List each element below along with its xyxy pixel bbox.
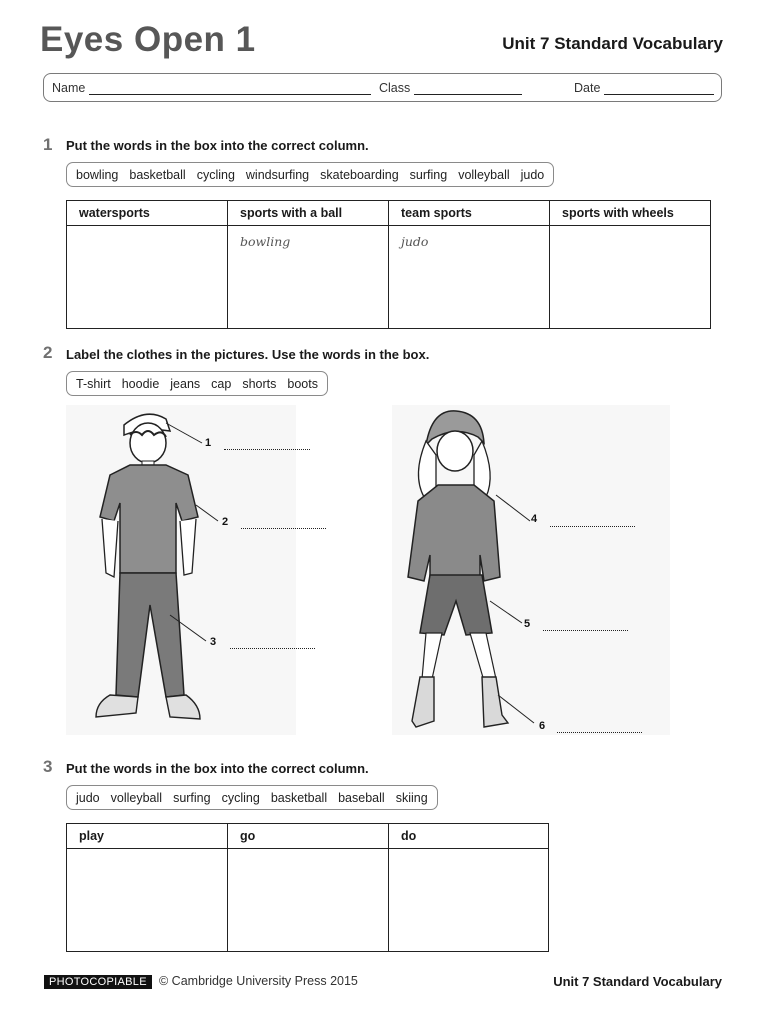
date-field[interactable] [574,81,714,95]
word: basketball [270,790,328,805]
name-field[interactable] [52,81,371,95]
exercise2-number: 2 [43,343,53,362]
girl-illustration [392,405,670,735]
word: basketball [129,167,186,182]
word: cycling [221,790,260,805]
answer-line[interactable] [230,647,315,649]
book-title: Eyes Open 1 [40,20,256,59]
word: windsurfing [245,167,310,182]
example-answer: judo [401,234,429,249]
column-header: watersports [67,201,228,226]
photocopiable-badge: PHOTOCOPIABLE [44,975,152,989]
answer-line[interactable] [241,527,326,529]
word: T-shirt [76,376,111,391]
column-header: play [67,824,228,849]
date-line[interactable] [604,82,714,95]
exercise3-table [66,823,549,952]
word: hoodie [121,376,160,391]
word: skiing [395,790,428,805]
answer-line[interactable] [224,448,310,450]
word: surfing [409,167,448,182]
word: shorts [242,376,277,391]
example-answer: bowling [240,234,291,249]
column-header: sports with wheels [550,201,711,226]
word: judo [76,790,100,805]
word: cycling [196,167,235,182]
answer-cell[interactable] [389,226,550,329]
label-number: 4 [531,513,538,525]
date-label: Date [574,81,601,95]
student-info-box [43,73,722,102]
word: surfing [173,790,211,805]
label-number: 5 [524,618,531,630]
word: skateboarding [320,167,399,182]
word: volleyball [458,167,510,182]
exercise1-word-box [66,162,554,187]
exercise3-number: 3 [43,757,53,776]
column-header: go [228,824,389,849]
answer-line[interactable] [557,731,642,733]
answer-cell[interactable] [228,849,389,952]
answer-cell[interactable] [550,226,711,329]
column-header: team sports [389,201,550,226]
class-label: Class [379,81,411,95]
answer-cell[interactable] [389,849,549,952]
word: jeans [170,376,201,391]
exercise3-word-box [66,785,438,810]
answer-cell[interactable] [228,226,389,329]
exercise1-instruction: Put the words in the box into the correct column. [66,138,369,153]
class-field[interactable] [379,81,522,95]
copyright-text: © Cambridge University Press 2015 [159,974,358,988]
label-number: 3 [210,636,217,648]
label-number: 2 [222,516,229,528]
word: volleyball [110,790,163,805]
label-number: 1 [205,437,212,449]
column-header: do [389,824,549,849]
hoodie-shape [408,485,500,581]
boy-illustration [66,405,296,735]
name-label: Name [52,81,86,95]
name-line[interactable] [89,82,371,95]
exercise1-number: 1 [43,135,53,154]
answer-line[interactable] [543,629,628,631]
class-line[interactable] [414,82,522,95]
exercise1-table [66,200,711,329]
label-number: 6 [539,720,546,732]
footer-unit-title: Unit 7 Standard Vocabulary [553,974,722,989]
exercise3-instruction: Put the words in the box into the correct column. [66,761,369,776]
word: bowling [76,167,119,182]
word: judo [520,167,545,182]
exercise2-instruction: Label the clothes in the pictures. Use the words in the box. [66,347,430,362]
word: baseball [338,790,385,805]
answer-line[interactable] [550,525,635,527]
word: cap [211,376,232,391]
answer-cell[interactable] [67,849,228,952]
word: boots [287,376,318,391]
column-header: sports with a ball [228,201,389,226]
exercise2-word-box [66,371,328,396]
answer-cell[interactable] [67,226,228,329]
unit-title: Unit 7 Standard Vocabulary [502,34,723,53]
